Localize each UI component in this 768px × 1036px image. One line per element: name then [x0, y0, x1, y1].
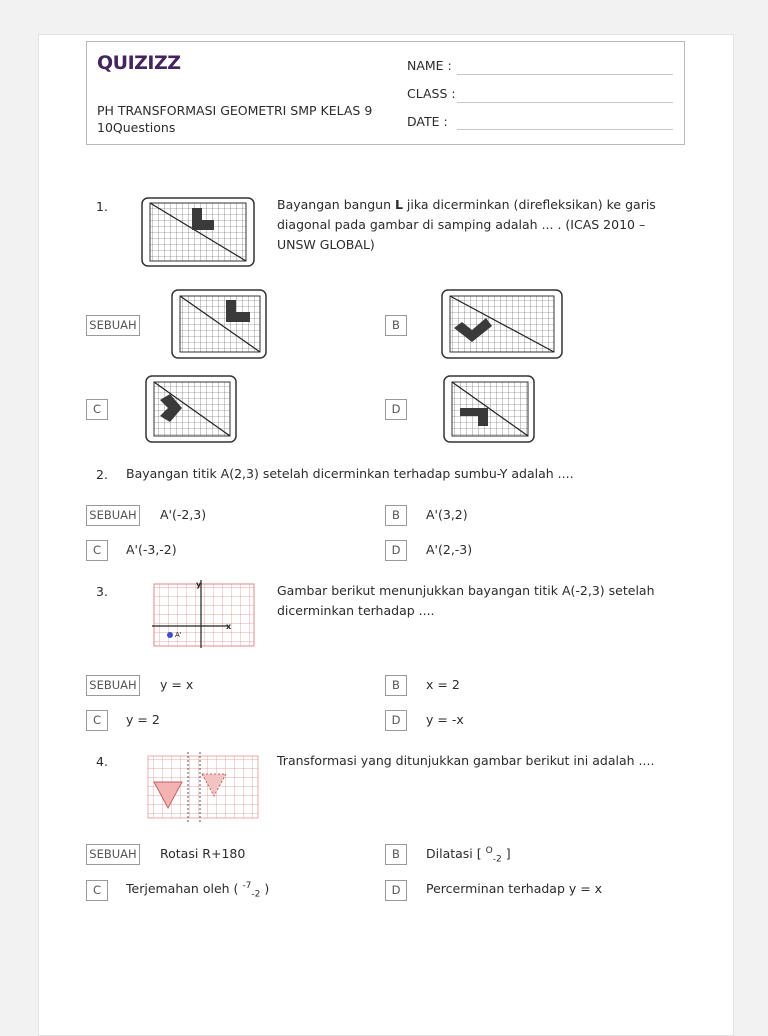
q4-option-b[interactable]: B — [385, 844, 407, 865]
q2-option-c[interactable]: C — [86, 540, 108, 561]
q2-option-d-text[interactable]: A'(2,-3) — [426, 542, 473, 557]
q2-option-d[interactable]: D — [385, 540, 407, 561]
date-label: DATE : — [407, 114, 448, 129]
question-3-figure — [150, 578, 262, 652]
q2-option-b-text[interactable]: A'(3,2) — [426, 507, 468, 522]
q4-option-c-text[interactable]: Terjemahan oleh ( $^{-7}_{-2}$ ) — [126, 881, 270, 900]
q3-option-a[interactable]: SEBUAH — [86, 675, 140, 696]
question-3-number: 3. — [96, 584, 108, 599]
q1-option-c[interactable]: C — [86, 399, 108, 420]
q3-option-b[interactable]: B — [385, 675, 407, 696]
q3-option-c[interactable]: C — [86, 710, 108, 731]
question-count: 10Questions — [97, 120, 176, 135]
q4-option-b-text[interactable]: Dilatasi [ $^O_{-2}$ ] — [426, 846, 511, 865]
question-2-number: 2. — [96, 467, 108, 482]
question-1-text: Bayangan bangun L jika dicerminkan (direfleksikan) ke garis diagonal pada gambar di samping adalah ... . (ICAS 2010 – UNSW GLOBAL) — [277, 197, 656, 252]
question-3-text: Gambar berikut menunjukkan bayangan titik A(-2,3) setelah dicerminkan terhadap .... — [277, 583, 655, 618]
question-4-text: Transformasi yang ditunjukkan gambar berikut ini adalah .... — [277, 753, 655, 768]
q1-option-b-figure[interactable] — [440, 288, 564, 360]
q3-option-d[interactable]: D — [385, 710, 407, 731]
q4-option-c[interactable]: C — [86, 880, 108, 901]
q1-option-d[interactable]: D — [385, 399, 407, 420]
fig3-y-label: y — [196, 580, 202, 589]
fig3-point-a-prime — [167, 632, 173, 638]
q2-option-a[interactable]: SEBUAH — [86, 505, 140, 526]
q4-option-a-text[interactable]: Rotasi R+180 — [160, 846, 246, 861]
date-field[interactable] — [457, 129, 673, 130]
worksheet-header — [86, 41, 685, 145]
fig3-point-label: A' — [175, 631, 182, 639]
q3-option-a-text[interactable]: y = x — [160, 677, 194, 692]
q1-option-c-figure[interactable] — [140, 374, 264, 446]
q4-option-a[interactable]: SEBUAH — [86, 844, 140, 865]
q1-option-d-figure[interactable] — [442, 374, 566, 446]
q2-option-a-text[interactable]: A'(-2,3) — [160, 507, 207, 522]
q4-option-d-text[interactable]: Percerminan terhadap y = x — [426, 881, 603, 896]
q3-option-c-text[interactable]: y = 2 — [126, 712, 160, 727]
class-field[interactable] — [457, 102, 673, 103]
quizizz-logo: QUIZIZZ — [97, 52, 181, 74]
class-label: CLASS : — [407, 86, 456, 101]
worksheet-title: PH TRANSFORMASI GEOMETRI SMP KELAS 9 — [97, 103, 373, 118]
name-field[interactable] — [457, 74, 673, 75]
q1-option-b[interactable]: B — [385, 315, 407, 336]
q1-option-a-figure[interactable] — [170, 288, 296, 360]
fig3-x-label: x — [226, 622, 232, 631]
question-2-text: Bayangan titik A(2,3) setelah dicerminkan terhadap sumbu-Y adalah .... — [126, 466, 574, 481]
q4-option-d[interactable]: D — [385, 880, 407, 901]
question-4-figure — [144, 750, 262, 824]
question-1-number: 1. — [96, 199, 108, 214]
q3-option-d-text[interactable]: y = -x — [426, 712, 464, 727]
q2-option-c-text[interactable]: A'(-3,-2) — [126, 542, 177, 557]
name-label: NAME : — [407, 58, 452, 73]
q3-option-b-text[interactable]: x = 2 — [426, 677, 460, 692]
q2-option-b[interactable]: B — [385, 505, 407, 526]
question-4-number: 4. — [96, 754, 108, 769]
question-1-figure — [140, 196, 256, 268]
q1-option-a[interactable]: SEBUAH — [86, 315, 140, 336]
